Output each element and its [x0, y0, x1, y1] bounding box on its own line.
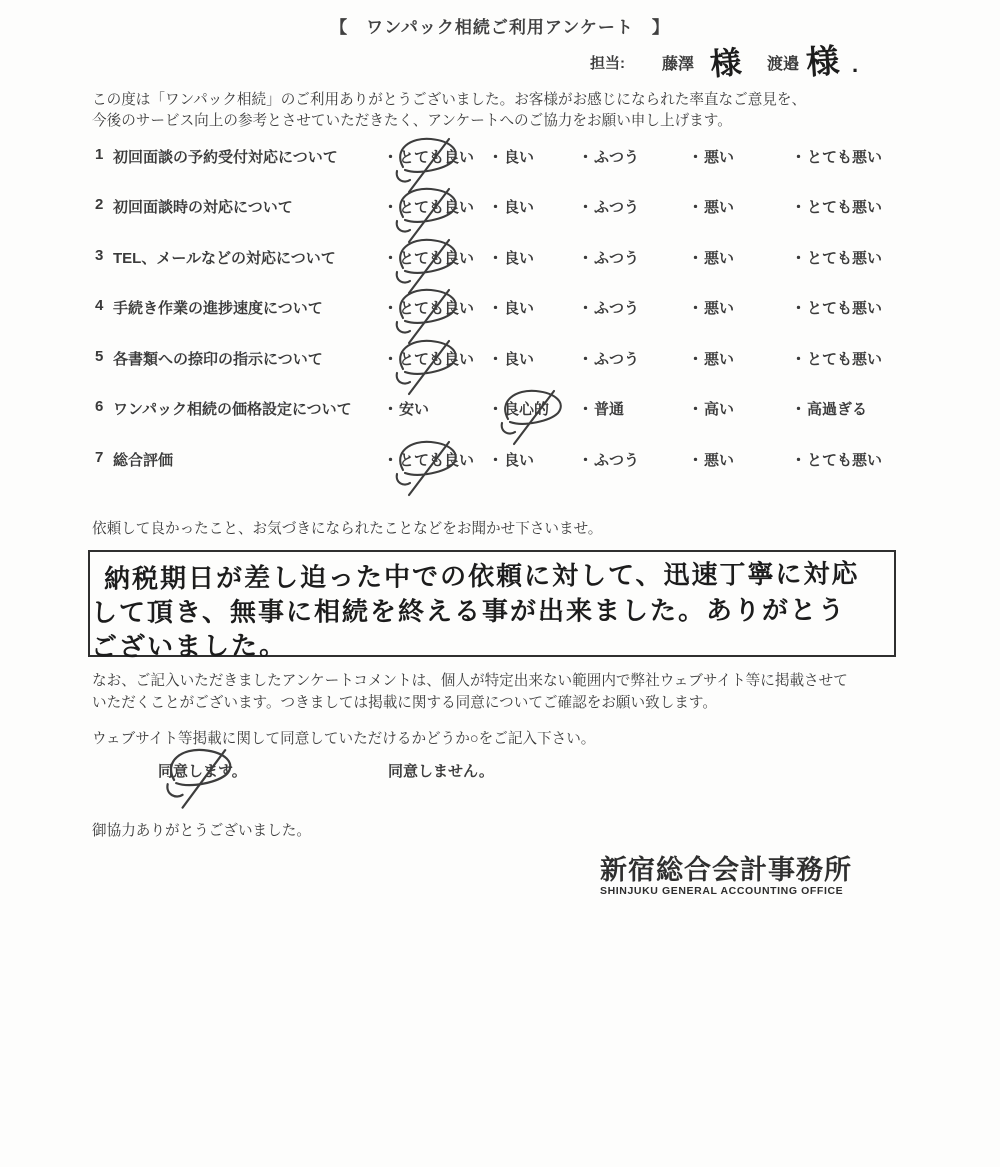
option-bullet: ・: [578, 250, 594, 267]
handwritten-honorific-2: 様: [804, 41, 841, 82]
option-bullet: ・: [488, 452, 504, 469]
option-bullet: ・: [578, 149, 594, 166]
option-label: ふつう: [594, 199, 640, 216]
question-number: 4: [95, 297, 104, 314]
rating-option-1: [383, 398, 429, 419]
rating-option-5: [791, 449, 882, 470]
option-label: 良い: [504, 199, 535, 216]
staff-name-1: 藤澤: [662, 56, 695, 73]
question-label: 初回面談時の対応について: [113, 199, 293, 216]
rating-option-4: [688, 398, 734, 419]
rating-option-5: [791, 348, 882, 369]
option-label: 安い: [399, 401, 430, 418]
rating-option-3: [578, 449, 639, 470]
consent-agree-label: 同意します。: [158, 763, 247, 780]
rating-option-4: [688, 297, 734, 318]
question-row: [0, 146, 1000, 168]
rating-option-5: [791, 297, 882, 318]
handwritten-circle-mark: [387, 339, 479, 401]
rating-option-4: [688, 348, 734, 369]
option-bullet: ・: [383, 452, 399, 469]
company-logo-japanese: 新宿総合会計事務所: [600, 855, 852, 885]
option-bullet: ・: [578, 452, 594, 469]
intro-line-2: 今後のサービス向上の参考とさせていただきたく、アンケートへのご協力をお願い申し上げます。: [92, 113, 732, 129]
option-bullet: ・: [791, 401, 807, 418]
option-label: 良い: [504, 149, 535, 166]
closing-text: 御協力ありがとうございました。: [92, 823, 311, 839]
rating-option-3: [578, 398, 624, 419]
rating-option-1: [383, 247, 474, 268]
option-label: ふつう: [594, 351, 640, 368]
handwritten-circle-mark: [387, 238, 479, 300]
rating-option-2: [488, 196, 534, 217]
option-bullet: ・: [383, 149, 399, 166]
rating-option-2: [488, 297, 534, 318]
question-row: [0, 348, 1000, 370]
rating-option-3: [578, 348, 639, 369]
handwritten-comment-line-3: ございました。: [90, 630, 288, 662]
option-label: ふつう: [594, 452, 640, 469]
page-title: 【 ワンパック相続ご利用アンケート 】: [330, 18, 670, 37]
rating-option-5: [791, 146, 882, 167]
option-label: 悪い: [704, 149, 735, 166]
handwritten-comment-line-2: して頂き、無事に相続を終える事が出来ました。ありがとう: [90, 594, 847, 628]
option-label: 高過ぎる: [807, 401, 868, 418]
rating-option-2: [488, 146, 534, 167]
question-number: 1: [95, 146, 104, 163]
question-label: 初回面談の予約受付対応について: [113, 149, 338, 166]
question-label: ワンパック相続の価格設定について: [113, 401, 352, 418]
rating-option-3: [578, 297, 639, 318]
option-label: 良い: [504, 300, 535, 317]
option-label: とても良い: [399, 250, 475, 267]
question-label: 手続き作業の進捗速度について: [113, 300, 323, 317]
option-bullet: ・: [383, 351, 399, 368]
question-number: 6: [95, 398, 104, 415]
option-bullet: ・: [791, 452, 807, 469]
rating-option-1: [383, 297, 474, 318]
option-label: とても良い: [399, 452, 475, 469]
option-bullet: ・: [688, 300, 704, 317]
handwritten-circle-mark: [154, 748, 258, 814]
option-bullet: ・: [688, 452, 704, 469]
option-label: 良心的: [504, 401, 550, 418]
option-label: ふつう: [594, 250, 640, 267]
rating-option-2: [488, 398, 549, 419]
rating-option-1: [383, 146, 474, 167]
option-label: 悪い: [704, 351, 735, 368]
rating-option-4: [688, 196, 734, 217]
consent-agree-option: [158, 760, 247, 781]
rating-option-5: [791, 247, 882, 268]
staff-label: 担当:: [590, 55, 625, 72]
option-label: とても良い: [399, 300, 475, 317]
option-bullet: ・: [578, 199, 594, 216]
rating-option-1: [383, 196, 474, 217]
rating-option-2: [488, 449, 534, 470]
rating-option-1: [383, 449, 474, 470]
staff-name-2: 渡邉: [767, 56, 800, 73]
intro-paragraph: [92, 90, 806, 132]
handwritten-circle-mark: [387, 187, 479, 249]
handwritten-circle-mark: [387, 137, 479, 199]
consent-note-line-2: いただくことがございます。つきましては掲載に関する同意についてご確認をお願い致します。: [92, 695, 717, 711]
question-label: 総合評価: [113, 452, 174, 469]
option-bullet: ・: [791, 351, 807, 368]
consent-note: [92, 670, 848, 714]
option-bullet: ・: [383, 199, 399, 216]
rating-option-3: [578, 196, 639, 217]
option-label: ふつう: [594, 300, 640, 317]
intro-line-1: この度は「ワンパック相続」のご利用ありがとうございました。お客様がお感じになられた率直なご意見を、: [92, 92, 807, 108]
option-bullet: ・: [791, 250, 807, 267]
rating-option-5: [791, 398, 867, 419]
rating-option-3: [578, 247, 639, 268]
question-row: [0, 247, 1000, 269]
rating-option-4: [688, 146, 734, 167]
option-label: 悪い: [704, 300, 735, 317]
option-label: とても悪い: [807, 149, 883, 166]
question-number: 2: [95, 196, 104, 213]
question-label: TEL、メールなどの対応について: [113, 250, 336, 267]
option-label: 良い: [504, 351, 535, 368]
handwritten-period: .: [852, 52, 859, 77]
question-row: [0, 449, 1000, 471]
option-label: 悪い: [704, 250, 735, 267]
option-label: 悪い: [704, 199, 735, 216]
option-label: とても悪い: [807, 351, 883, 368]
handwritten-circle-mark: [492, 389, 584, 451]
question-number: 7: [95, 449, 104, 466]
rating-option-5: [791, 196, 882, 217]
question-label: 各書類への捺印の指示について: [113, 351, 323, 368]
option-bullet: ・: [688, 351, 704, 368]
option-bullet: ・: [791, 300, 807, 317]
option-bullet: ・: [488, 351, 504, 368]
handwritten-honorific-1: 様: [708, 44, 743, 83]
consent-disagree-option: [388, 760, 494, 781]
option-bullet: ・: [688, 250, 704, 267]
option-label: 良い: [504, 250, 535, 267]
option-label: とても悪い: [807, 250, 883, 267]
option-label: 良い: [504, 452, 535, 469]
option-bullet: ・: [791, 149, 807, 166]
option-bullet: ・: [578, 351, 594, 368]
consent-disagree-label: 同意しません。: [388, 763, 494, 780]
option-bullet: ・: [578, 300, 594, 317]
option-bullet: ・: [488, 199, 504, 216]
company-logo: [600, 856, 852, 897]
option-bullet: ・: [791, 199, 807, 216]
option-bullet: ・: [383, 300, 399, 317]
handwritten-circle-mark: [387, 440, 479, 502]
option-label: とても良い: [399, 199, 475, 216]
question-row: [0, 398, 1000, 420]
option-label: とても良い: [399, 351, 475, 368]
rating-option-3: [578, 146, 639, 167]
question-row: [0, 297, 1000, 319]
option-bullet: ・: [488, 401, 504, 418]
handwritten-circle-mark: [387, 288, 479, 350]
question-number: 3: [95, 247, 104, 264]
company-logo-english: SHINJUKU GENERAL ACCOUNTING OFFICE: [600, 885, 844, 897]
option-bullet: ・: [688, 199, 704, 216]
option-bullet: ・: [488, 300, 504, 317]
option-label: とても良い: [399, 149, 475, 166]
option-label: 普通: [594, 401, 625, 418]
option-bullet: ・: [488, 149, 504, 166]
option-bullet: ・: [383, 401, 399, 418]
question-number: 5: [95, 348, 104, 365]
option-label: ふつう: [594, 149, 640, 166]
rating-option-4: [688, 449, 734, 470]
consent-instruction: ウェブサイト等掲載に関して同意していただけるかどうか○をご記入下さい。: [92, 731, 596, 747]
option-label: とても悪い: [807, 199, 883, 216]
option-bullet: ・: [688, 401, 704, 418]
consent-note-line-1: なお、ご記入いただきましたアンケートコメントは、個人が特定出来ない範囲内で弊社ウェブサイト等に掲載させて: [92, 673, 848, 689]
rating-option-2: [488, 348, 534, 369]
rating-option-2: [488, 247, 534, 268]
rating-option-1: [383, 348, 474, 369]
comment-prompt: 依頼して良かったこと、お気づきになられたことなどをお聞かせ下さいませ。: [92, 521, 603, 537]
option-label: 高い: [704, 401, 735, 418]
option-label: とても悪い: [807, 300, 883, 317]
handwritten-comment-line-1: 納税期日が差し迫った中での依頼に対して、迅速丁寧に対応: [103, 558, 860, 594]
option-label: 悪い: [704, 452, 735, 469]
rating-option-4: [688, 247, 734, 268]
option-bullet: ・: [383, 250, 399, 267]
option-bullet: ・: [688, 149, 704, 166]
option-label: とても悪い: [807, 452, 883, 469]
option-bullet: ・: [578, 401, 594, 418]
question-row: [0, 196, 1000, 218]
option-bullet: ・: [488, 250, 504, 267]
